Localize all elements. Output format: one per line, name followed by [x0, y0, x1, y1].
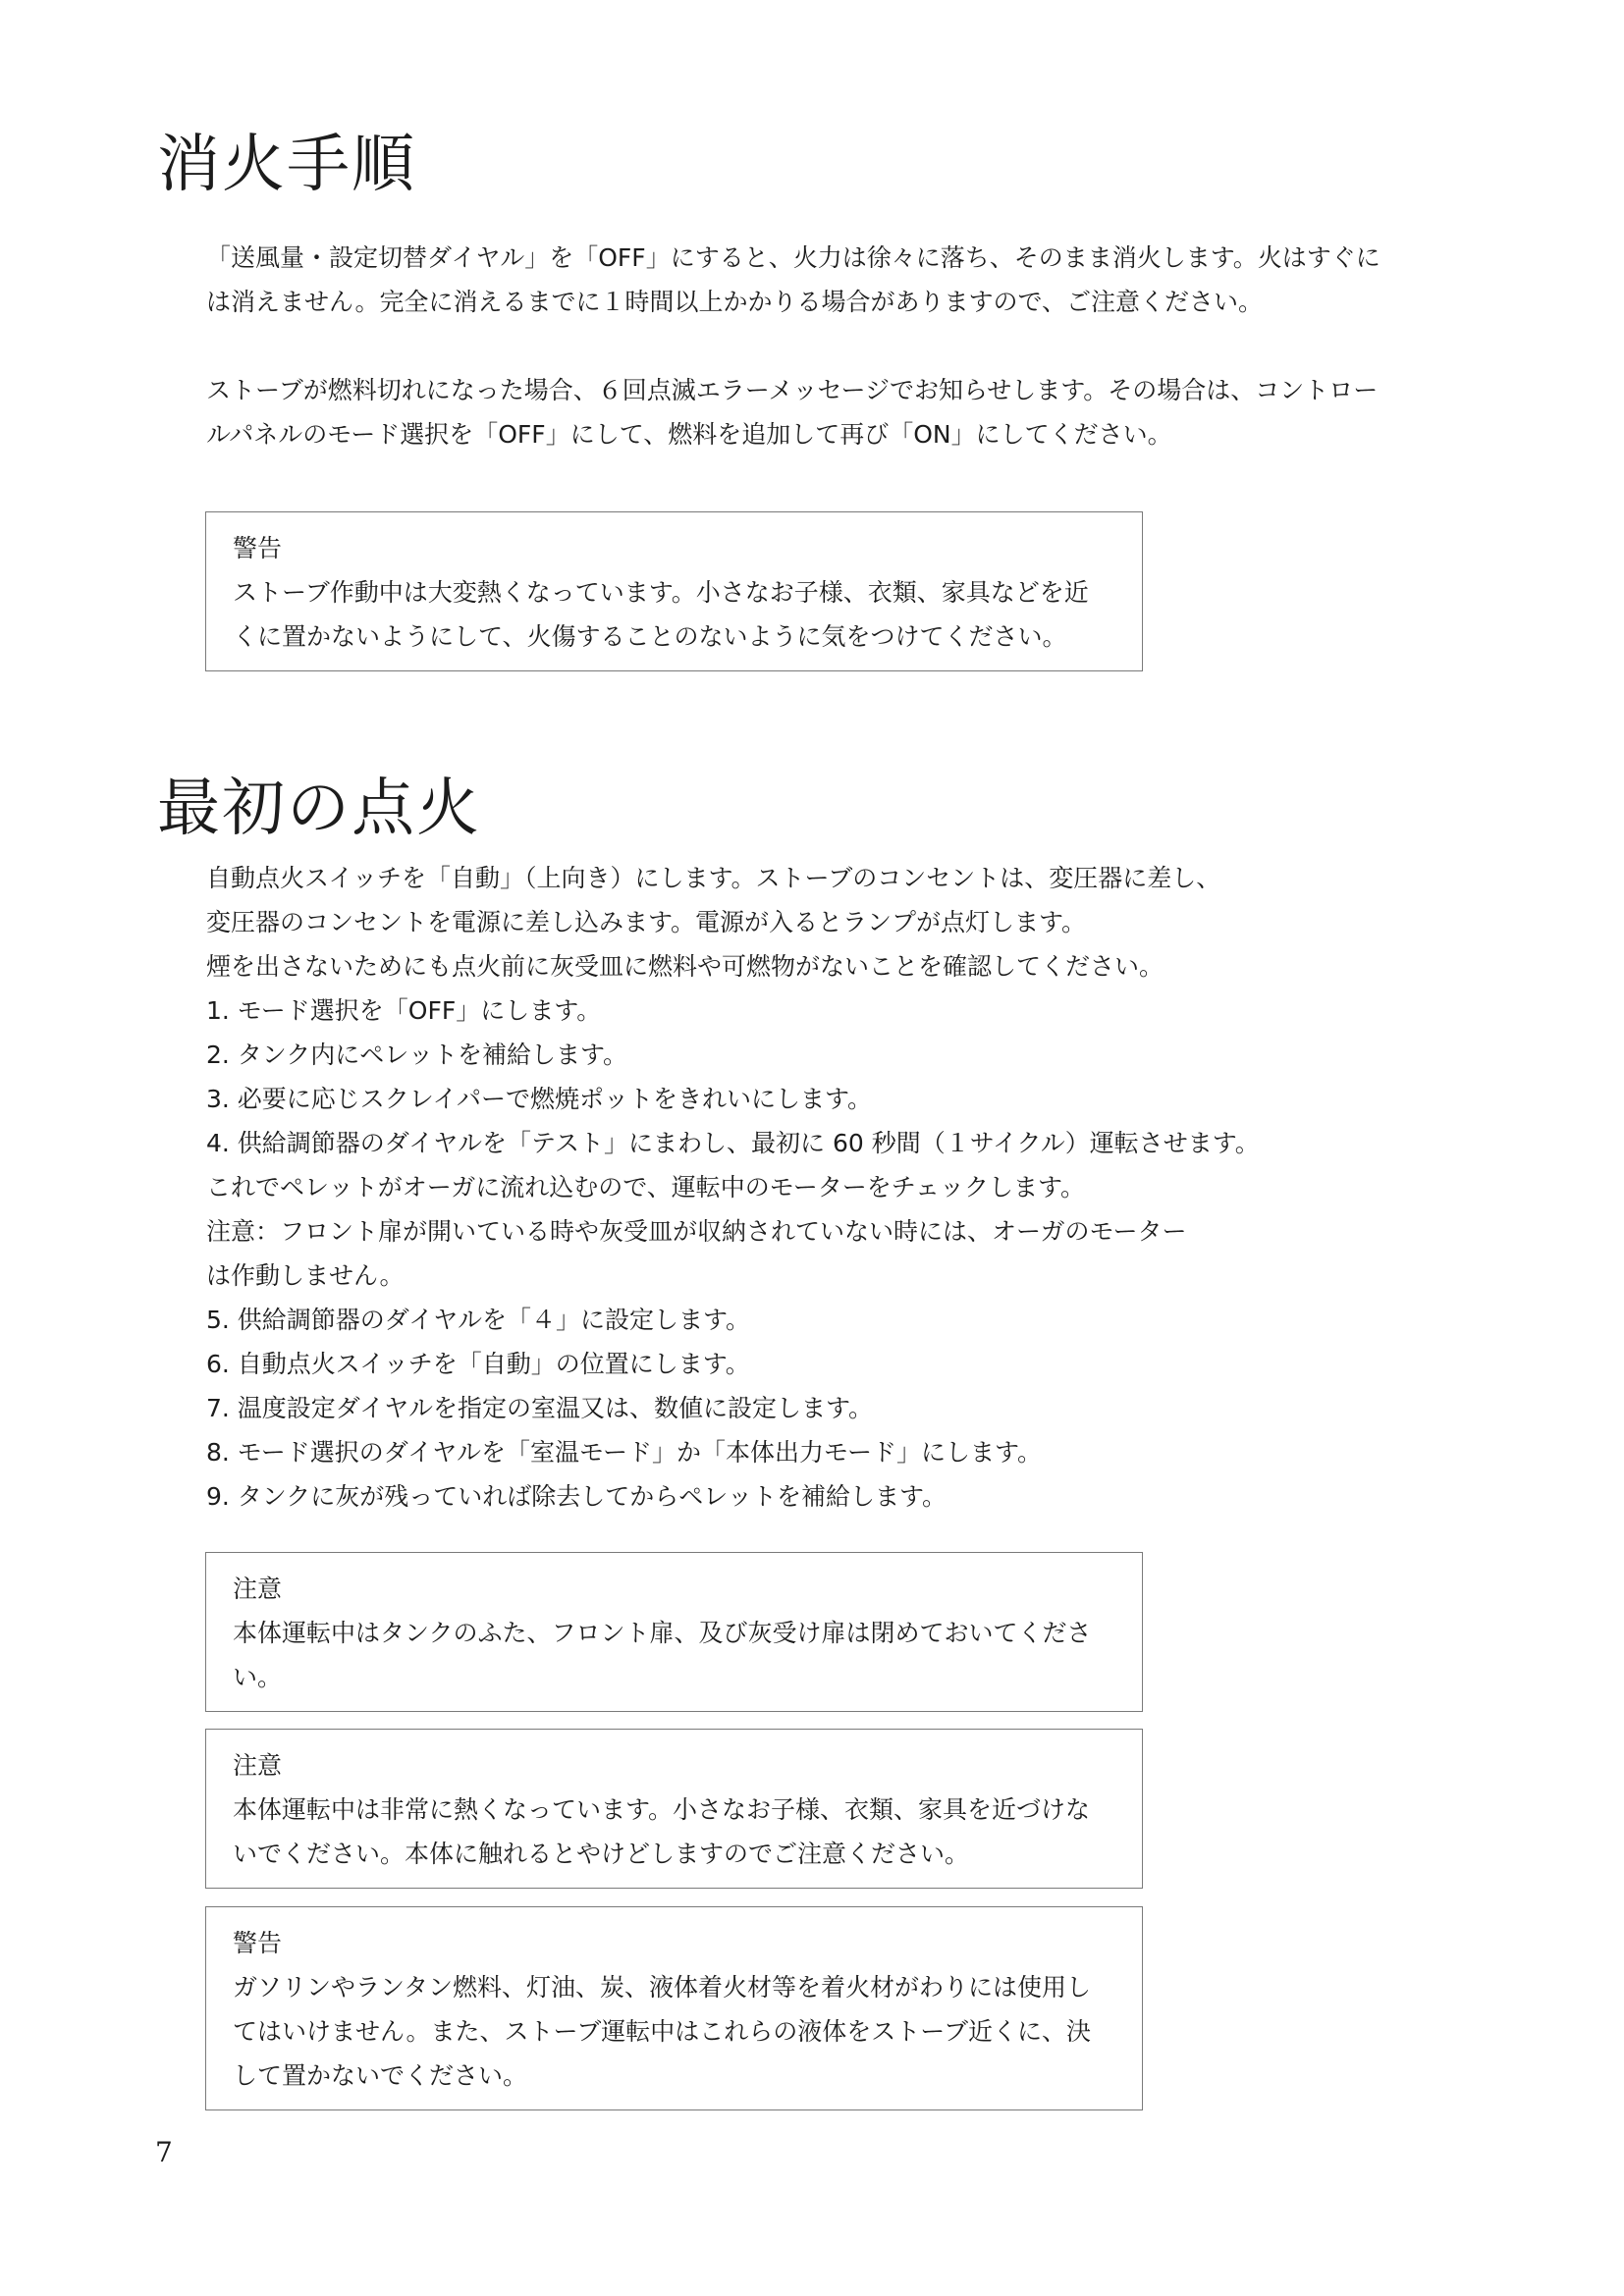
page-number: 7 [155, 2136, 173, 2168]
ignition-step: 4. 供給調節器のダイヤルを「テスト」にまわし、最初に 60 秒間（１サイクル）運転させます。 [206, 1129, 1260, 1157]
extinguish-paragraph-2: ストーブが燃料切れになった場合、６回点滅エラーメッセージでお知らせします。その場合は、コントロー ルパネルのモード選択を「OFF」にして、燃料を追加して再び「ON」にしてください。 [206, 376, 1379, 449]
section-title-first-ignition: 最初の点火 [157, 773, 481, 845]
caution-text: 本体運転中は非常に熱くなっています。小さなお子様、衣類、家具を近づけな いでください。本体に触れるとやけどしますのでご注意ください。 [233, 1795, 1091, 1868]
warning-box [205, 511, 1143, 671]
warning-label: 警告 [233, 1929, 283, 1957]
ignition-step: 3. 必要に応じスクレイパーで燃焼ポットをきれいにします。 [206, 1085, 873, 1113]
ignition-line: 変圧器のコンセントを電源に差し込みます。電源が入るとランプが点灯します。 [206, 908, 1087, 936]
caution-box [205, 1552, 1143, 1712]
extinguish-paragraph-1: 「送風量・設定切替ダイヤル」を「OFF」にすると、火力は徐々に落ち、そのまま消火します。火はすぐに は消えません。完全に消えるまでに１時間以上かかりる場合がありますので、ご注意ください。 [206, 243, 1380, 316]
section-title-extinguish: 消火手順 [157, 129, 416, 201]
caution-label: 注意 [233, 1575, 283, 1603]
warning-text: ストーブ作動中は大変熱くなっています。小さなお子様、衣類、家具などを近 くに置かないようにして、火傷することのないように気をつけてください。 [233, 578, 1089, 651]
ignition-line: これでペレットがオーガに流れ込むので、運転中のモーターをチェックします。 [206, 1173, 1086, 1201]
ignition-step: 1. モード選択を「OFF」にします。 [206, 996, 602, 1025]
ignition-step: 8. モード選択のダイヤルを「室温モード」か「本体出力モード」にします。 [206, 1438, 1043, 1467]
ignition-line: 注意：フロント扉が開いている時や灰受皿が収納されていない時には、オーガのモーター [206, 1217, 1187, 1246]
ignition-step: 6. 自動点火スイッチを「自動」の位置にします。 [206, 1350, 750, 1378]
ignition-line: は作動しません。 [206, 1261, 405, 1290]
ignition-line: 自動点火スイッチを「自動」（上向き）にします。ストーブのコンセントは、変圧器に差し、 [206, 864, 1221, 892]
ignition-line: 煙を出さないためにも点火前に灰受皿に燃料や可燃物がないことを確認してください。 [206, 952, 1164, 981]
ignition-steps [206, 856, 1286, 1519]
warning-text: ガソリンやランタン燃料、灯油、炭、液体着火材等を着火材がわりには使用し てはいけません。また、ストーブ運転中はこれらの液体をストーブ近くに、決 して置かないでください。 [233, 1973, 1092, 2090]
ignition-step: 9. タンクに灰が残っていれば除去してからペレットを補給します。 [206, 1482, 947, 1511]
caution-box [205, 1729, 1143, 1889]
ignition-step: 7. 温度設定ダイヤルを指定の室温又は、数値に設定します。 [206, 1394, 874, 1422]
warning-box [205, 1906, 1143, 2110]
caution-text: 本体運転中はタンクのふた、フロント扉、及び灰受け扉は閉めておいてくださ い。 [233, 1619, 1092, 1691]
ignition-step: 2. タンク内にペレットを補給します。 [206, 1041, 628, 1069]
warning-label: 警告 [233, 534, 283, 562]
caution-label: 注意 [233, 1751, 283, 1780]
ignition-step: 5. 供給調節器のダイヤルを「４」に設定します。 [206, 1306, 751, 1334]
